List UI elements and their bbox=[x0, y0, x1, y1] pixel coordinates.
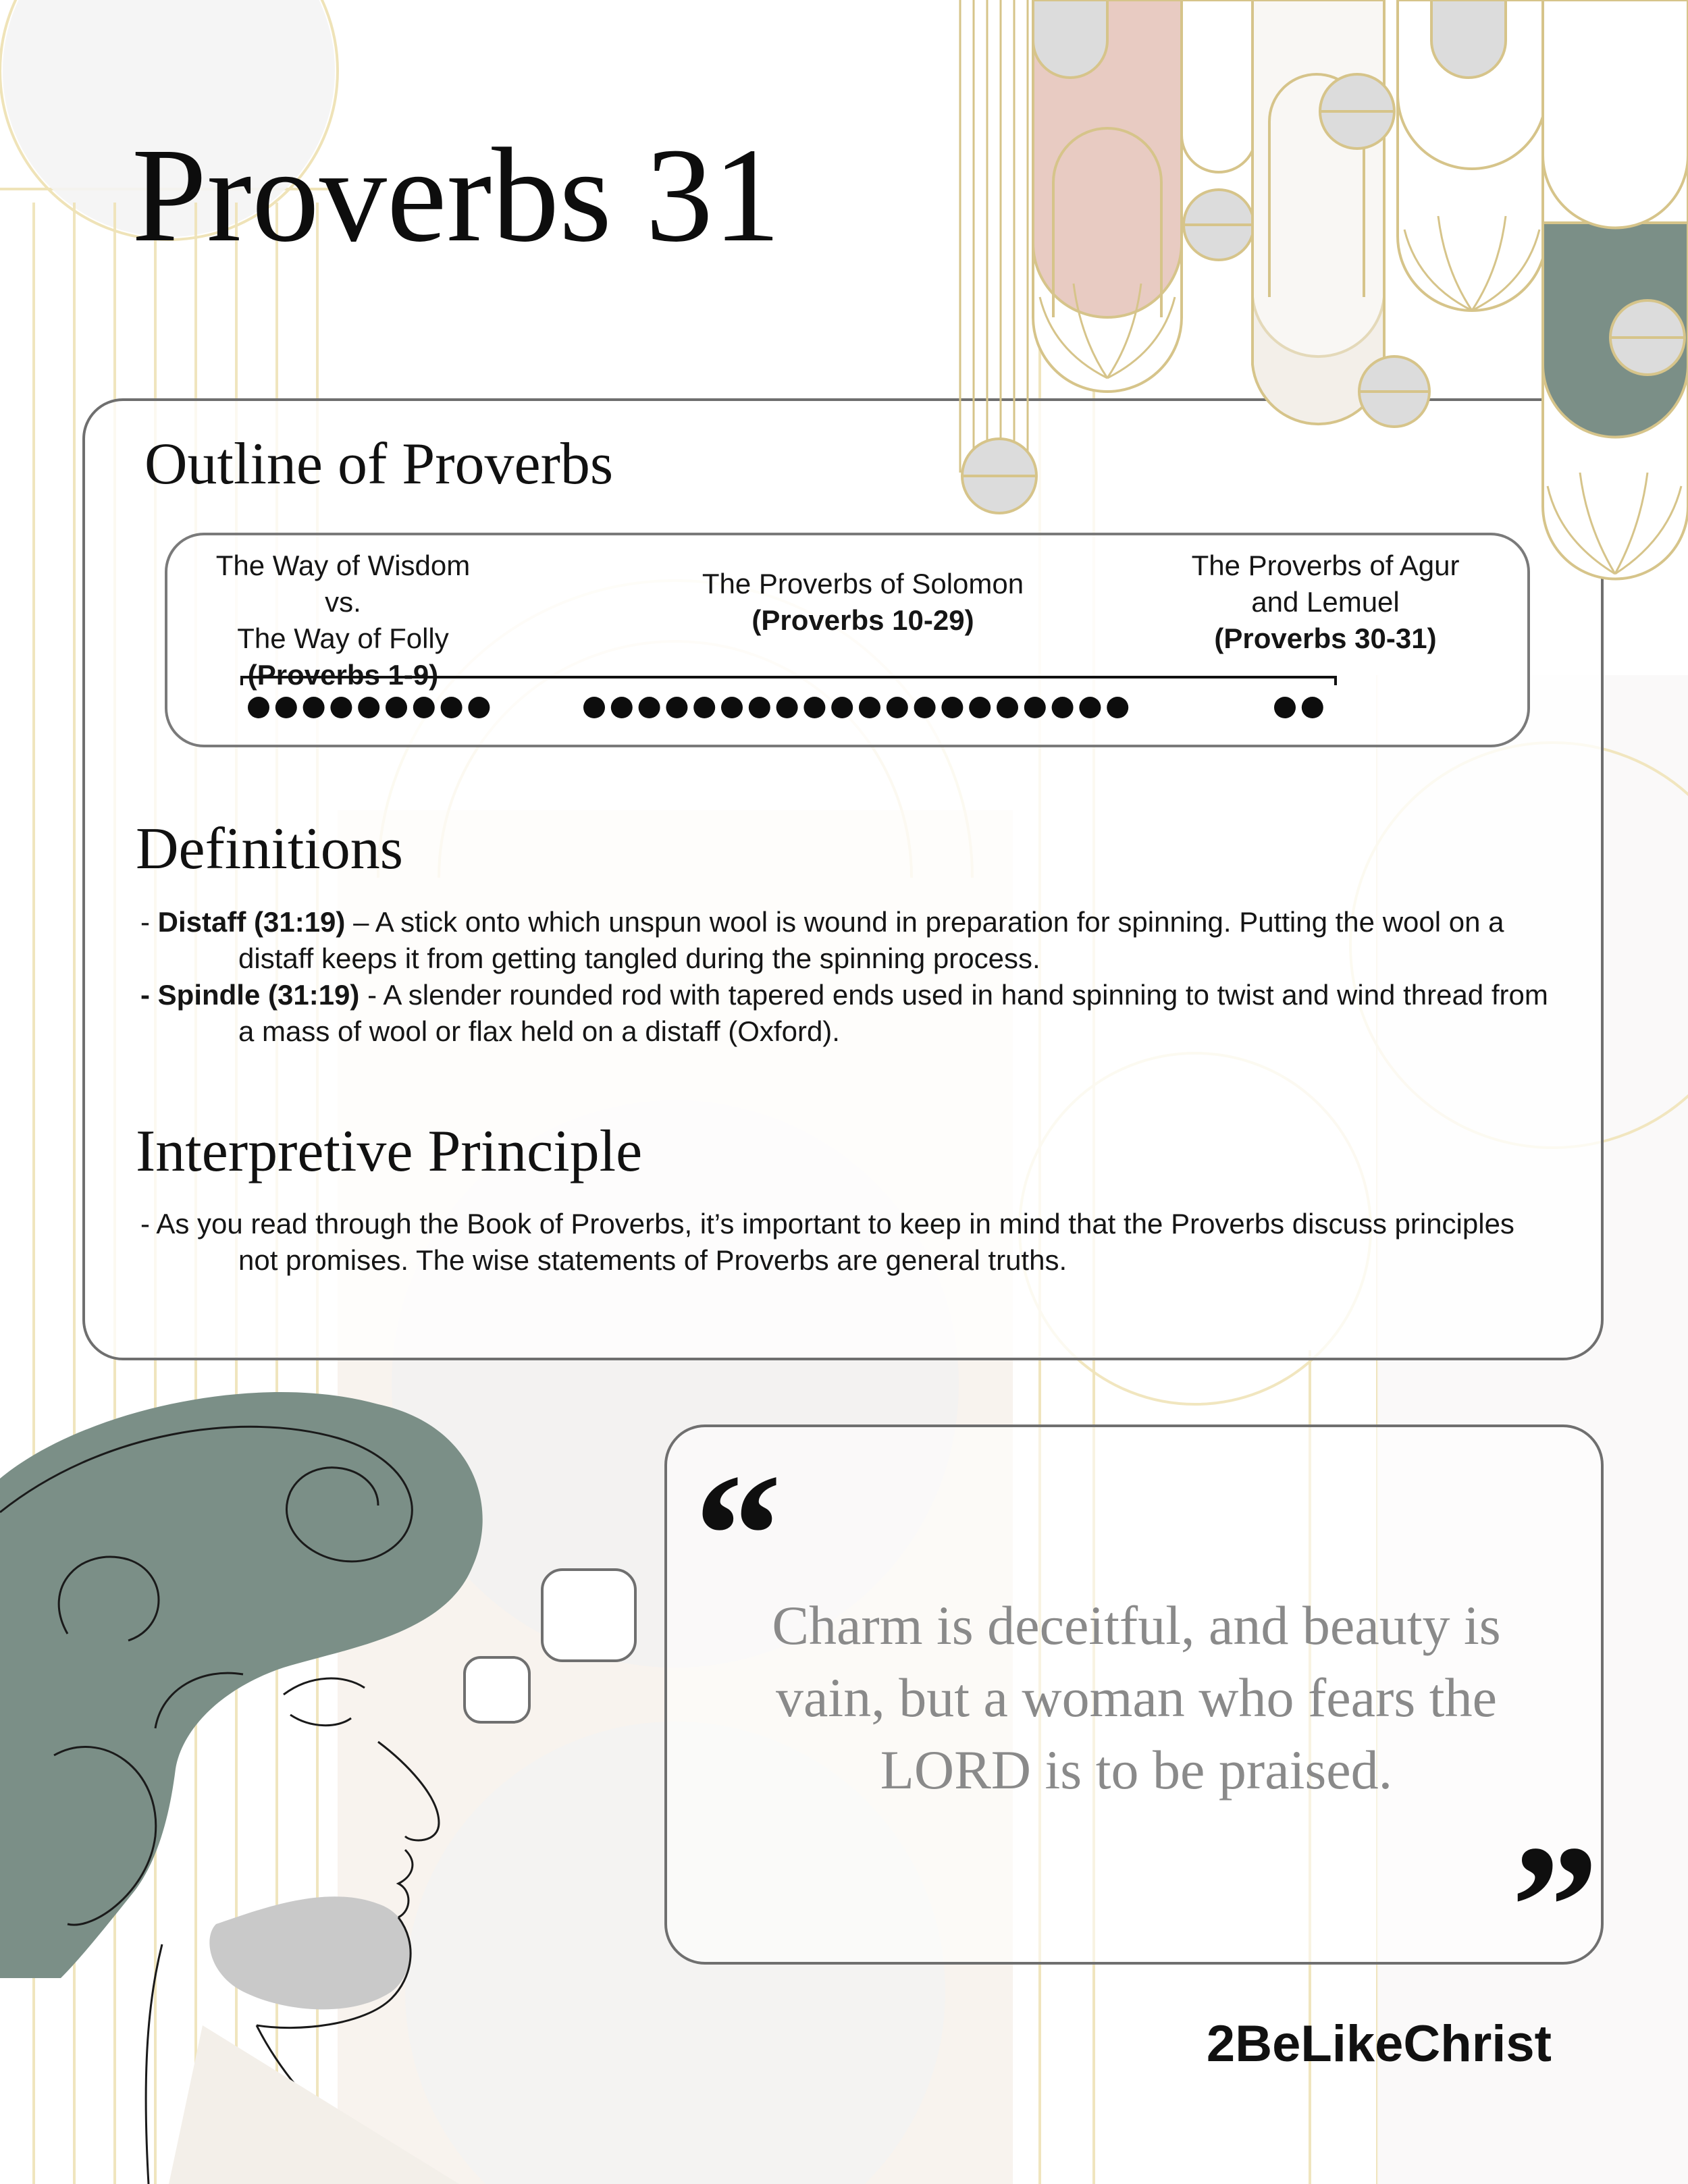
definition-spindle: - Spindle (31:19) - A slender rounded rod with tapered ends used in hand spinning to twist and wind thread from a mass of wool or flax held on a distaff (Oxford). bbox=[140, 979, 1548, 1047]
chapter-dot bbox=[1052, 697, 1074, 718]
outline-section-solomon: The Proverbs of Solomon (Proverbs 10-29) bbox=[702, 568, 1024, 636]
chapter-dot bbox=[721, 697, 743, 718]
chapter-dot bbox=[1024, 697, 1046, 718]
scripture-quote-card bbox=[664, 1424, 1604, 2004]
outline-heading: Outline of Proverbs bbox=[144, 431, 614, 497]
chapter-dot bbox=[1107, 697, 1128, 718]
chapter-dot bbox=[1302, 697, 1323, 718]
chapter-dot bbox=[859, 697, 880, 718]
chapter-dot bbox=[887, 697, 908, 718]
definition-distaff: - Distaff (31:19) – A stick onto which unspun wool is wound in preparation for spinning. Putting the wool on a distaff keeps it from getting tangled during the spinning process. bbox=[140, 906, 1504, 974]
scripture-quote-text: Charm is deceitful, and beauty is vain, but a woman who fears the LORD is to be praised. bbox=[772, 1595, 1501, 1801]
chapter-dot bbox=[693, 697, 715, 718]
outline-section-wisdom: The Way of Wisdom vs. The Way of Folly (Proverbs 1-9) bbox=[215, 550, 471, 691]
chapter-dot bbox=[941, 697, 963, 718]
definitions-heading: Definitions bbox=[136, 816, 403, 882]
thought-bubble-large bbox=[542, 1570, 635, 1661]
page-title: Proverbs 31 bbox=[132, 121, 781, 270]
art-deco-arches-decoration bbox=[945, 0, 1688, 594]
close-quote-mark: ” bbox=[1511, 1809, 1599, 2004]
chapter-dot bbox=[749, 697, 770, 718]
chapter-dot bbox=[776, 697, 798, 718]
thought-bubble-small bbox=[465, 1657, 529, 1722]
interpretive-principle-heading: Interpretive Principle bbox=[136, 1119, 643, 1184]
interpretive-principle-text: - As you read through the Book of Proverbs, it’s important to keep in mind that the Proverbs discuss principles not promises. The wise statements of Proverbs are general truths. bbox=[140, 1208, 1514, 1276]
chapter-dot bbox=[831, 697, 853, 718]
chapter-dot bbox=[1274, 697, 1296, 718]
thought-bubbles-decoration bbox=[0, 0, 675, 1755]
chapter-dot bbox=[969, 697, 991, 718]
chapter-dot bbox=[997, 697, 1018, 718]
chapter-dot bbox=[1079, 697, 1101, 718]
brand-logo-text: 2BeLikeChrist bbox=[1206, 2015, 1552, 2073]
chapter-dot bbox=[803, 697, 825, 718]
outline-section-agur-lemuel: The Proverbs of Agur and Lemuel (Proverbs 30-31) bbox=[1191, 550, 1460, 654]
open-quote-mark: “ bbox=[694, 1438, 782, 1632]
chapter-dot bbox=[914, 697, 936, 718]
